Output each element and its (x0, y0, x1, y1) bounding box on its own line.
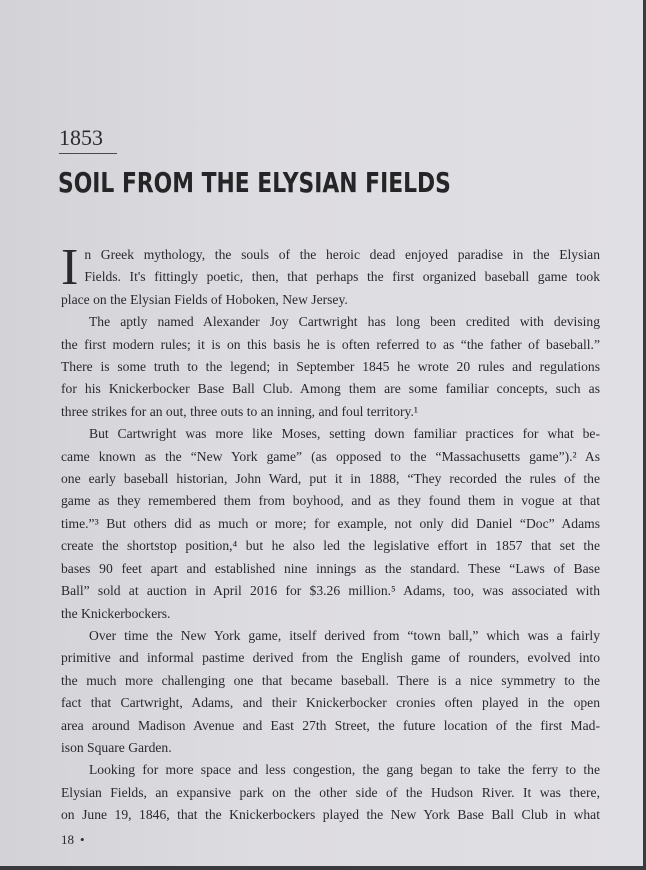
text-line: Elysian Fields, an expansive park on the other side of the Hudson River. It was there, (61, 784, 600, 800)
text-line: place on the Elysian Fields of Hoboken, New Jersey. (61, 291, 348, 307)
text-line: on June 19, 1846, that the Knickerbockers played the New York Base Ball Club in what (61, 807, 600, 823)
text-line: the first modern rules; it is on this basis he is often referred to as “the father of baseball.” (61, 336, 600, 352)
text-line: the Knickerbockers. (61, 605, 171, 621)
text-line: bases 90 feet apart and established nine innings as the standard. These “Laws of Base (61, 560, 600, 576)
text-line: fact that Cartwright, Adams, and their Knickerbocker cronies often played in the open (61, 695, 600, 711)
bullet-icon: • (80, 832, 85, 847)
text-line: But Cartwright was more like Moses, setting down familiar practices for what be- (89, 426, 600, 442)
text-line: three strikes for an out, three outs to an inning, and foul territory.¹ (61, 403, 418, 419)
text-line: the much more challenging one that became baseball. There is a nice symmetry to the (61, 672, 600, 688)
text-line: area around Madison Avenue and East 27th Street, the future location of the first Mad- (61, 717, 600, 733)
text-line: time.”³ But others did as much or more; for example, not only did Daniel “Doc” Adams (61, 515, 600, 531)
year-underline (59, 153, 117, 154)
text-line: There is some truth to the legend; in September 1845 he wrote 20 rules and regulations (61, 359, 600, 375)
text-line: game as they remembered them from boyhood, and as they found them in vogue at that (61, 493, 600, 509)
page-number (61, 832, 85, 848)
chapter-title: SOIL FROM THE ELYSIAN FIELDS (58, 166, 451, 199)
text-line: for his Knickerbocker Base Ball Club. Among them are some familiar concepts, such as (61, 381, 600, 397)
text-line: Looking for more space and less congestion, the gang began to take the ferry to the (89, 762, 600, 778)
drop-cap: I (61, 239, 79, 296)
chapter-year: 1853 (59, 125, 103, 150)
text-line: Over time the New York game, itself derived from “town ball,” which was a fairly (89, 627, 600, 643)
text-line: n Greek mythology, the souls of the heroic dead enjoyed paradise in the Elysian (84, 247, 600, 262)
text-line: primitive and informal pastime derived from the English game of rounders, evolved into (61, 650, 600, 666)
body-text (61, 239, 600, 827)
text-line: ison Square Garden. (61, 739, 172, 755)
text-line: Fields. It's fittingly poetic, then, that perhaps the first organized baseball game took (84, 269, 600, 285)
text-line: create the shortstop position,⁴ but he also led the legislative effort in 1857 that set the (61, 538, 600, 554)
text-line: Ball” sold at auction in April 2016 for $3.26 million.⁵ Adams, too, was associated with (61, 583, 600, 599)
text-line: The aptly named Alexander Joy Cartwright has long been credited with devising (89, 314, 600, 330)
text-line: came known as the “New York game” (as opposed to the “Massachusetts game”).² As (61, 448, 600, 464)
page-number-value: 18 (61, 832, 74, 847)
text-line: one early baseball historian, John Ward, put it in 1888, “They recorded the rules of the (61, 471, 600, 487)
